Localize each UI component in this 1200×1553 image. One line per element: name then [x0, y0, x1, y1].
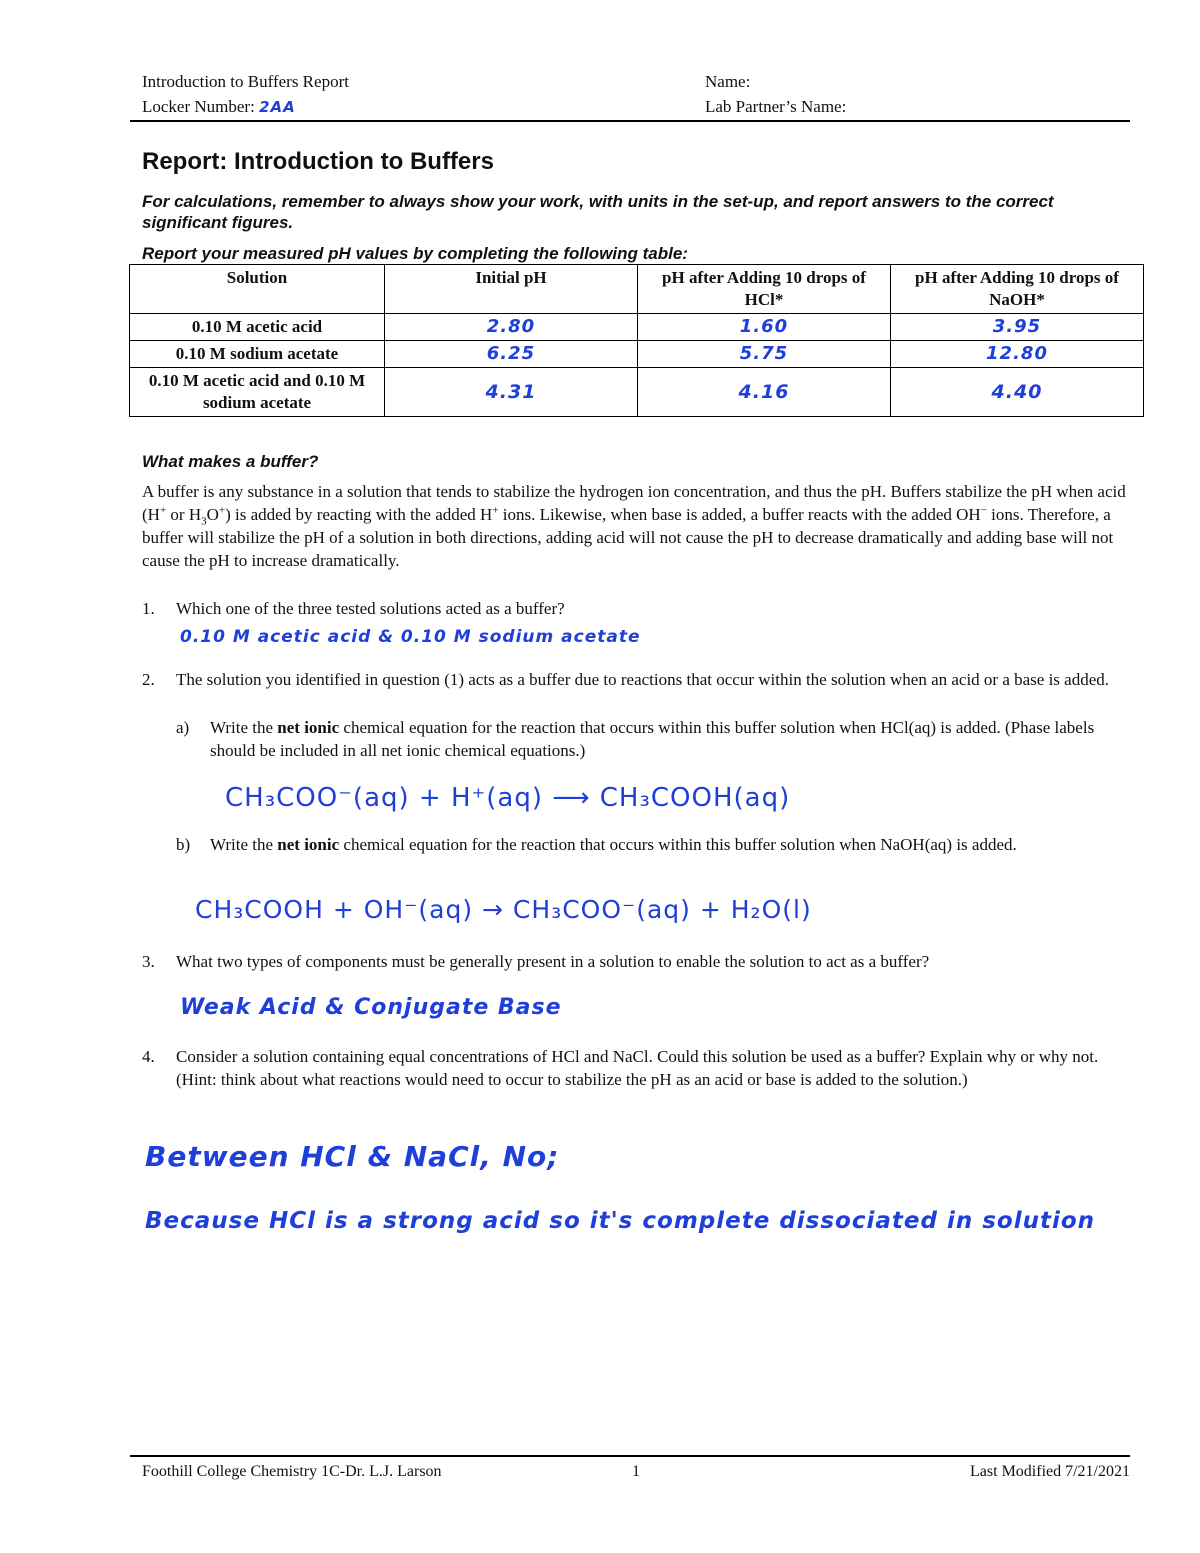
question-1-answer: 0.10 M acetic acid & 0.10 M sodium acetate [180, 627, 641, 647]
hcl-ph-value: 1.60 [739, 316, 789, 337]
naoh-ph-value: 12.80 [986, 343, 1048, 364]
initial-ph-value: 4.31 [485, 380, 537, 403]
col-header-ph-naoh: pH after Adding 10 drops of NaOH* [891, 265, 1144, 314]
solution-cell: 0.10 M acetic acid [130, 314, 385, 341]
buffer-paragraph: A buffer is any substance in a solution that tends to stabilize the hydrogen ion concentration, and thus the pH. Buffers stabilize the pH when acid (H+ or $H_3O^+$) is added by reacting with the added H+ ions. Likewise, when base is added, a buffer reacts with the added OH− ions. Therefore, a buffer will stabilize the pH of a solution in both directions, adding acid will not cause the pH to decrease dramatically and adding base will not cause the pH to increase dramatically. [142, 482, 1126, 570]
table-row [130, 341, 1144, 368]
question-2a-text: Write the net ionic chemical equation for the reaction that occurs within this buffer solution when HCl(aq) is added. (Phase labels should be included in all net ionic chemical equations.) [210, 718, 1095, 760]
question-2a-answer: CH₃COO⁻(aq) + H⁺(aq) ⟶ CH₃COOH(aq) [225, 783, 791, 813]
question-1-text: Which one of the three tested solutions acted as a buffer? [176, 599, 565, 618]
header-lab-partner-label: Lab Partner’s Name: [705, 97, 847, 116]
question-3-text: What two types of components must be generally present in a solution to enable the solution to act as a buffer? [176, 952, 930, 971]
table-header-row [130, 265, 1144, 314]
page-title: Report: Introduction to Buffers [142, 148, 494, 175]
question-3-answer: Weak Acid & Conjugate Base [180, 995, 562, 1020]
naoh-ph-value: 3.95 [992, 316, 1042, 337]
question-2-number: 2. [142, 670, 155, 689]
header-divider [130, 120, 1130, 122]
question-1-number: 1. [142, 599, 155, 618]
solution-cell: 0.10 M acetic acid and 0.10 M sodium acetate [130, 368, 385, 417]
table-row [130, 314, 1144, 341]
question-2-text: The solution you identified in question (1) acts as a buffer due to reactions that occur within the solution when an acid or a base is added. [176, 670, 1110, 689]
locker-number-handwritten: 2AA [259, 98, 296, 116]
buffer-heading: What makes a buffer? [142, 452, 319, 471]
question-4-answer-line2: Because HCl is a strong acid so it's complete dissociated in solution [145, 1208, 1096, 1234]
col-header-solution: Solution [130, 265, 385, 314]
footer-divider [130, 1455, 1130, 1457]
question-4-text: Consider a solution containing equal concentrations of HCl and NaCl. Could this solution be used as a buffer? Explain why or why not. (Hint: think about what reactions would need to occur to stabilize the pH as an acid or base is added to the solution.) [176, 1047, 1099, 1089]
header-locker [142, 97, 296, 117]
footer-last-modified: Last Modified 7/21/2021 [970, 1463, 1130, 1480]
solution-cell: 0.10 M sodium acetate [130, 341, 385, 368]
hcl-ph-value: 4.16 [738, 380, 790, 403]
question-3-number: 3. [142, 952, 155, 971]
question-2b-label: b) [176, 835, 191, 854]
question-4-answer-line1: Between HCl & NaCl, No; [145, 1140, 560, 1173]
question-2b-answer: CH₃COOH + OH⁻(aq) → CH₃COO⁻(aq) + H₂O(l) [195, 895, 812, 924]
col-header-initial-ph: Initial pH [385, 265, 638, 314]
initial-ph-value: 6.25 [486, 343, 536, 364]
locker-label: Locker Number: [142, 97, 255, 116]
question-2a-label: a) [176, 718, 190, 737]
footer-course: Foothill College Chemistry 1C-Dr. L.J. Larson [142, 1463, 442, 1480]
footer-page-number: 1 [632, 1463, 640, 1480]
hcl-ph-value: 5.75 [739, 343, 789, 364]
header-name-label: Name: [705, 72, 751, 91]
question-4-number: 4. [142, 1047, 155, 1066]
instructions: For calculations, remember to always show your work, with units in the set-up, and report answers to the correct significant figures. [142, 192, 1054, 232]
col-header-ph-hcl: pH after Adding 10 drops of HCl* [638, 265, 891, 314]
table-row [130, 368, 1144, 417]
initial-ph-value: 2.80 [486, 316, 536, 337]
table-intro: Report your measured pH values by completing the following table: [142, 244, 688, 263]
question-2b-text: Write the net ionic chemical equation for the reaction that occurs within this buffer solution when NaOH(aq) is added. [210, 835, 1017, 854]
ph-table [129, 264, 1144, 417]
header-course-title: Introduction to Buffers Report [142, 72, 349, 91]
naoh-ph-value: 4.40 [991, 380, 1043, 403]
